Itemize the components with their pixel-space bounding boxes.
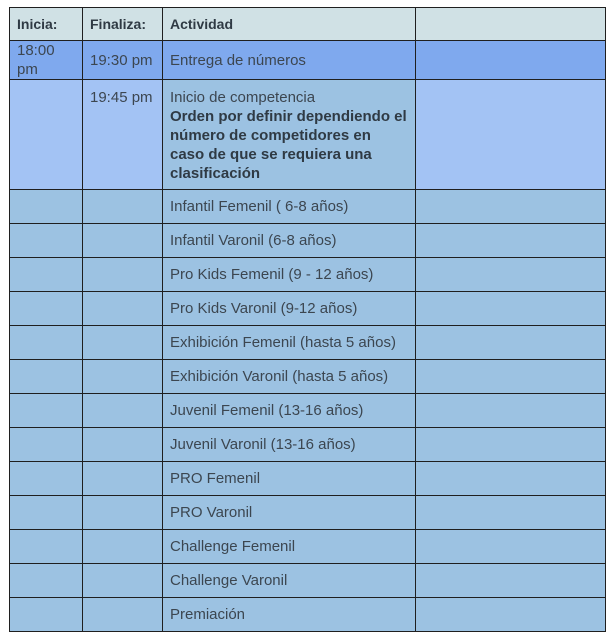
start-time [10,360,83,394]
extra-cell [416,292,606,326]
activity-note: Orden por definir dependiendo el número de competidores en caso de que se requiera una clasificación [170,108,407,182]
end-time [83,530,163,564]
start-time [10,224,83,258]
extra-cell [416,564,606,598]
end-time [83,190,163,224]
table-row [10,564,606,598]
start-time [10,394,83,428]
activity-cell: Entrega de números [163,41,416,80]
start-time [10,190,83,224]
start-time [10,564,83,598]
start-time [10,462,83,496]
end-time [83,598,163,632]
activity-cell: PRO Varonil [163,496,416,530]
activity-cell: Juvenil Varonil (13-16 años) [163,428,416,462]
activity-cell [163,80,416,190]
table-row [10,41,606,80]
start-time [10,496,83,530]
activity-cell: Juvenil Femenil (13-16 años) [163,394,416,428]
end-time: 19:45 pm [83,80,163,190]
header-start: Inicia: [10,8,83,41]
header-activity: Actividad [163,8,416,41]
header-extra [416,8,606,41]
start-time [10,326,83,360]
extra-cell [416,598,606,632]
end-time [83,462,163,496]
table-row [10,224,606,258]
activity-cell: Infantil Varonil (6-8 años) [163,224,416,258]
start-time [10,258,83,292]
table-row [10,428,606,462]
activity-cell: Pro Kids Varonil (9-12 años) [163,292,416,326]
activity-cell: Infantil Femenil ( 6-8 años) [163,190,416,224]
end-time [83,360,163,394]
end-time [83,258,163,292]
start-time: 18:00 pm [10,41,83,80]
activity-cell: PRO Femenil [163,462,416,496]
table-row [10,462,606,496]
activity-cell: Exhibición Varonil (hasta 5 años) [163,360,416,394]
table-row [10,80,606,190]
table-row [10,496,606,530]
table-row [10,190,606,224]
activity-cell: Challenge Femenil [163,530,416,564]
end-time [83,394,163,428]
extra-cell [416,530,606,564]
table-row [10,530,606,564]
activity-cell: Premiación [163,598,416,632]
end-time: 19:30 pm [83,41,163,80]
end-time [83,224,163,258]
extra-cell [416,326,606,360]
start-time [10,292,83,326]
start-time [10,428,83,462]
end-time [83,428,163,462]
activity-title: Inicio de competencia [170,89,316,106]
table-row [10,292,606,326]
extra-cell [416,41,606,80]
table-row [10,394,606,428]
start-time [10,80,83,190]
extra-cell [416,360,606,394]
extra-cell [416,80,606,190]
activity-cell: Challenge Varonil [163,564,416,598]
extra-cell [416,190,606,224]
start-time [10,530,83,564]
header-end: Finaliza: [83,8,163,41]
table-row [10,360,606,394]
start-time [10,598,83,632]
end-time [83,496,163,530]
activity-cell: Pro Kids Femenil (9 - 12 años) [163,258,416,292]
extra-cell [416,224,606,258]
extra-cell [416,496,606,530]
end-time [83,564,163,598]
table-row [10,598,606,632]
header-row [10,8,606,41]
extra-cell [416,462,606,496]
extra-cell [416,258,606,292]
table-row [10,326,606,360]
extra-cell [416,428,606,462]
extra-cell [416,394,606,428]
end-time [83,326,163,360]
activity-cell: Exhibición Femenil (hasta 5 años) [163,326,416,360]
table-row [10,258,606,292]
end-time [83,292,163,326]
schedule-table [9,7,606,632]
